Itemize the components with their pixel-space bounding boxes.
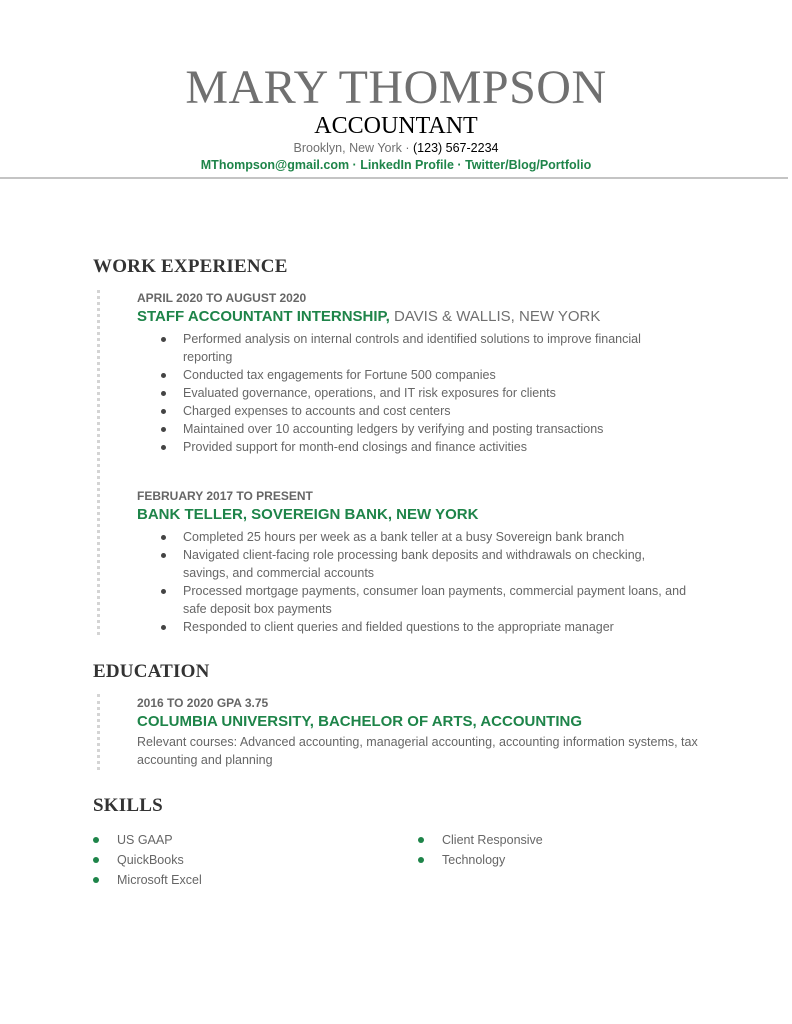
bullet-item: Responded to client queries and fielded questions to the appropriate manager: [137, 618, 693, 636]
contact-line-1: [0, 140, 792, 156]
linkedin-link[interactable]: LinkedIn Profile: [360, 158, 454, 172]
candidate-name: MARY THOMPSON: [185, 61, 607, 114]
education-description: Relevant courses: Advanced accounting, managerial accounting, accounting information systems, tax accounting and planning: [137, 735, 698, 767]
work-experience-dotted-border: [97, 290, 100, 635]
job-dates: APRIL 2020 TO AUGUST 2020: [137, 291, 307, 305]
bullet-item: Charged expenses to accounts and cost centers: [137, 402, 693, 420]
job-entry: [137, 290, 717, 456]
job-role-title: STAFF ACCOUNTANT INTERNSHIP,: [137, 308, 390, 325]
bullet-item: Maintained over 10 accounting ledgers by verifying and posting transactions: [137, 420, 693, 438]
education-entry: [137, 695, 717, 769]
bullet-item: Processed mortgage payments, consumer loan payments, commercial payment loans, and safe deposit box payments: [137, 582, 693, 618]
skill-item: Client Responsive: [418, 830, 543, 850]
education-degree: COLUMBIA UNIVERSITY, BACHELOR OF ARTS, ACCOUNTING: [137, 713, 582, 730]
skills-heading: SKILLS: [93, 795, 163, 816]
job-role: BANK TELLER, SOVEREIGN BANK, NEW YORK: [137, 506, 479, 523]
phone: (123) 567-2234: [413, 141, 499, 155]
job-entry: [137, 488, 717, 636]
bullet-item: Completed 25 hours per week as a bank teller at a busy Sovereign bank branch: [137, 528, 693, 546]
job-bullets: [137, 330, 717, 456]
job-org: DAVIS & WALLIS, NEW YORK: [389, 308, 601, 325]
separator: ·: [349, 158, 361, 172]
header-divider: [0, 177, 788, 179]
job-role: [137, 306, 717, 328]
skills-list-left: [93, 830, 202, 890]
job-title: ACCOUNTANT: [314, 113, 478, 139]
bullet-item: Navigated client-facing role processing bank deposits and withdrawals on checking, savings, and commercial accounts: [137, 546, 693, 582]
bullet-item: Provided support for month-end closings and finance activities: [137, 438, 693, 456]
email-link[interactable]: MThompson@gmail.com: [200, 158, 350, 172]
education-dates: 2016 TO 2020 GPA 3.75: [137, 696, 269, 710]
skill-item: US GAAP: [93, 830, 202, 850]
separator: ·: [401, 141, 413, 155]
job-bullets: [137, 528, 717, 636]
bullet-item: Evaluated governance, operations, and IT risk exposures for clients: [137, 384, 693, 402]
education-dotted-border: [97, 694, 100, 770]
bullet-item: Performed analysis on internal controls and identified solutions to improve financial reporting: [137, 330, 693, 366]
skills-list-right: [418, 830, 543, 870]
education-heading: EDUCATION: [93, 661, 210, 682]
skill-item: Microsoft Excel: [93, 870, 202, 890]
job-dates: FEBRUARY 2017 TO PRESENT: [137, 489, 313, 503]
separator: ·: [453, 158, 466, 172]
portfolio-link[interactable]: Twitter/Blog/Portfolio: [465, 158, 592, 172]
skill-item: QuickBooks: [93, 850, 202, 870]
contact-line-2: [0, 157, 792, 173]
work-experience-heading: WORK EXPERIENCE: [93, 256, 288, 277]
skill-item: Technology: [418, 850, 543, 870]
bullet-item: Conducted tax engagements for Fortune 500 companies: [137, 366, 693, 384]
location: Brooklyn, New York: [293, 141, 402, 155]
